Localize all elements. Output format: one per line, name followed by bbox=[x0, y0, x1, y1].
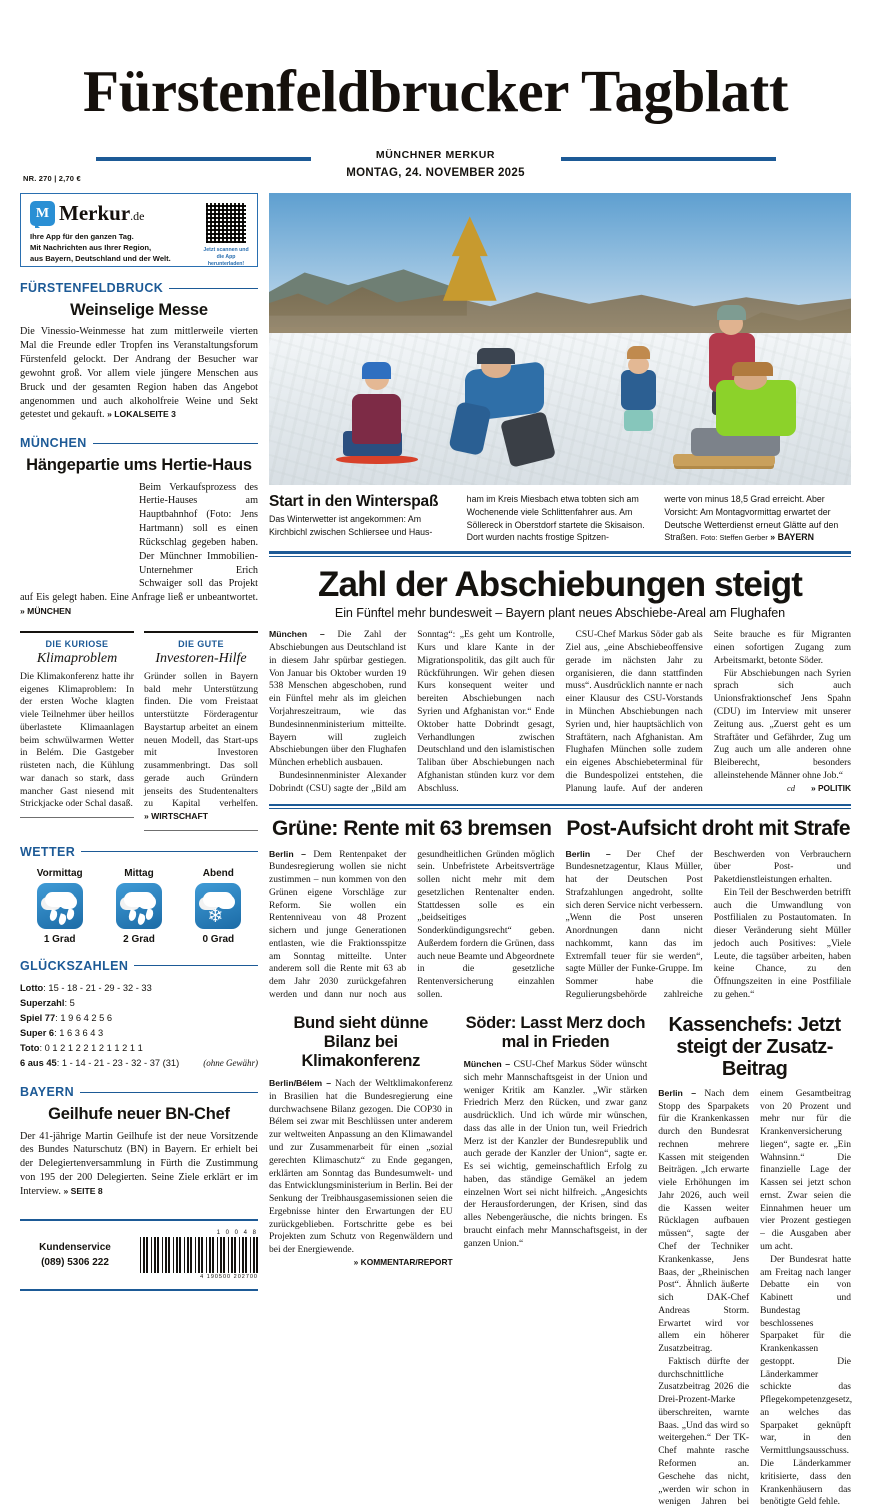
lottery-label: Toto bbox=[20, 1042, 40, 1053]
weather-temp: 2 Grad bbox=[123, 933, 155, 945]
teaser-ref-bn[interactable]: » SEITE 8 bbox=[63, 1185, 103, 1196]
ad-line-3: aus Bayern, Deutschland und der Welt. bbox=[30, 254, 171, 263]
soeder-headline[interactable]: Söder: Lasst Merz doch mal in Frieden bbox=[465, 1013, 646, 1051]
lottery-results: Lotto: 15 - 18 - 21 - 29 - 32 - 33 Superzahl: 5 Spiel 77: 1 9 6 4 2 5 6 Super 6: 1 6 3 6 4 3 Toto: 0 1 2 1 2 2 1 2 1 1 2 1 1 6 aus 45: 1 - 14 - 21 - 23 - 32 - 37 (31) (ohne Gewähr) bbox=[20, 981, 258, 1071]
issue-number: NR. 270 | 2,70 € bbox=[23, 174, 81, 183]
klima-dateline: Berlin/Bélem – bbox=[269, 1078, 332, 1089]
kassen-dateline: Berlin – bbox=[658, 1087, 697, 1098]
weather-slot-mittag bbox=[106, 868, 172, 945]
main-article-ref[interactable]: » POLITIK bbox=[810, 782, 851, 793]
issue-date: MONTAG, 24. NOVEMBER 2025 bbox=[346, 167, 525, 179]
hertie-haus-photo bbox=[20, 482, 132, 578]
lottery-label: Superzahl bbox=[20, 997, 65, 1008]
hero-photo-sledding bbox=[269, 193, 851, 485]
newspaper-title: Fürstenfeldbrucker Tagblatt bbox=[83, 58, 788, 124]
hero-caption-ref[interactable]: » BAYERN bbox=[770, 532, 814, 543]
hero-caption-headline: Start in den Winterspaß bbox=[269, 493, 439, 510]
section-header-bayern bbox=[20, 1085, 258, 1099]
main-paragraph-3: CSU-Chef Markus Söder gab als Ziel aus, „eine Abschiebeoffensive gerade im nächsten Jahr zu organisieren, die dann stattfinden muss“. Ausdrücklich nannte er nach einer Klausur des CSU-Vorstands in München Abschiebungen nach Syrien und, hier hauptsächlich von Straftätern, nach Afghanistan. Am Flughafen München solle zudem ein eigenes Abschiebeterminal für die Bundespolizei entstehen, die Planung laufe. Auf der anderen Seite brauche es für Migranten einen sofortigen Zugang zum Arbeitsmarkt, betonte Söder. bbox=[565, 630, 851, 794]
die-gute bbox=[144, 631, 258, 831]
teaser-headline-weinmesse[interactable]: Weinselige Messe bbox=[70, 301, 208, 319]
divider-below-caption bbox=[269, 551, 851, 554]
rain-cloud-icon bbox=[37, 883, 83, 929]
lottery-label: Super 6 bbox=[20, 1027, 55, 1038]
weather-temp: 0 Grad bbox=[202, 933, 235, 945]
divider-mid-1b bbox=[269, 808, 851, 809]
hero-caption-col-2: ham im Kreis Miesbach etwa tobten sich am Wochenende viele Schlittenfahrer aus. Am Söllereck in Oberstdorf startete die Skisaison. Dort wurden nachts frostige Spitzen- bbox=[466, 494, 645, 543]
main-paragraph-4: Für Abschiebungen nach Syrien sprach sich auch Unionsfraktionschef Jens Spahn (CDU) im Interview mit unserer Zeitung aus. „Zuerst geht es um Straftäter und Gefährder, Zug um Zug auch um alle anderen ohne Bleiberecht, besonders alleinstehende Männer ohne Job.“ » POLITIK cd bbox=[713, 668, 851, 793]
divider-below-caption-thin bbox=[269, 556, 851, 557]
merkur-app-ad[interactable] bbox=[20, 193, 258, 267]
lottery-label: 6 aus 45 bbox=[20, 1057, 57, 1068]
teaser-headline-bn[interactable]: Geilhufe neuer BN-Chef bbox=[48, 1105, 230, 1124]
merkur-logo-icon bbox=[30, 201, 55, 226]
section-kicker: BAYERN bbox=[20, 1085, 75, 1100]
barcode-block bbox=[140, 1230, 258, 1280]
merkur-wordmark: Merkur.de bbox=[59, 201, 145, 225]
klima-headline[interactable]: Bund sieht dünne Bilanz bei Klimakonferenz bbox=[293, 1013, 429, 1071]
left-column bbox=[20, 193, 258, 1509]
gute-body: Gründer sollen in Bayern bald mehr Unterstützung finden. Die vom Freistaat unterstützte Förderagentur Baystartup arbeitet an einem neuen Modell, das Start-ups mit Investoren zusammenbringt. Das soll gerade auch Gründern jenseits des Studentenalters zu Kapital verhelfen. » WIRTSCHAFT bbox=[144, 670, 258, 821]
kuriose-body: Die Klimakonferenz hatte ihr eigenes Klimaproblem: In der ersten Woche klagten viele Teilnehmer über heillos überlastete Klimaanlagen beim schwülwarmen Wetter in Belém. Die Gastgeber rüsteten nach, die Kühlung war danach so stark, dass mancher Gast niesend mit Strickjacke oder Schal dasaß. bbox=[20, 670, 134, 810]
teaser-body-bn: Der 41-jährige Martin Geilhufe ist der neue Vorsitzende des Bundes Naturschutz (BN) in Bayern. Er erhielt bei der Delegiertenversammlung in Fürth die Zustimmung von 195 der 200 Delegierten. Seine Ziele erklärt er im Interview. » SEITE 8 bbox=[20, 1130, 258, 1197]
barcode-digits: 4 190500 202700 bbox=[200, 1273, 258, 1280]
teaser-ref-hertie[interactable]: » MÜNCHEN bbox=[20, 605, 72, 616]
weather-temp: 1 Grad bbox=[43, 933, 76, 945]
teaser-body-hertie: Beim Verkaufsprozess des Hertie-Hauses am Hauptbahnhof (Foto: Jens Hartmann) soll es einen Rückschlag gegeben haben. Der Münchner Immobilien-Unternehmer Erich Schwaiger soll das Projekt auf Eis gelegt haben. Eine Anfrage ließ er unbeantwortet. » MÜNCHEN bbox=[20, 481, 258, 616]
two-column-stories bbox=[269, 818, 851, 1001]
kuriose-title: Klimaproblem bbox=[36, 650, 118, 666]
section-rule bbox=[80, 1092, 258, 1093]
qr-code-icon[interactable] bbox=[204, 201, 248, 245]
lottery-value: 15 - 18 - 21 - 29 - 32 - 33 bbox=[48, 982, 152, 993]
divider-mid-1 bbox=[269, 804, 851, 806]
right-column bbox=[258, 193, 851, 1509]
weather-label: Mittag bbox=[124, 867, 154, 879]
gute-kicker: DIE GUTE bbox=[178, 638, 224, 649]
gute-title: Investoren-Hilfe bbox=[155, 650, 247, 666]
hero-caption-col-1: Das Winterwetter ist angekommen: Am Kirchbichl zwischen Schliersee und Haus- bbox=[269, 514, 433, 537]
masthead bbox=[20, 0, 851, 183]
main-author-credit: cd bbox=[786, 782, 795, 793]
section-header-muenchen bbox=[20, 436, 258, 450]
post-dateline: Berlin – bbox=[565, 848, 611, 859]
network-name: MÜNCHNER MERKUR bbox=[375, 149, 496, 161]
section-kicker: GLÜCKSZAHLEN bbox=[20, 958, 129, 973]
customer-service bbox=[20, 1240, 130, 1270]
teaser-ref-weinmesse[interactable]: » LOKALSEITE 3 bbox=[107, 409, 176, 420]
hero-photo-credit: Foto: Steffen Gerber bbox=[700, 533, 768, 543]
lottery-disclaimer: (ohne Gewähr) bbox=[203, 1057, 258, 1068]
story-klimakonferenz bbox=[269, 1014, 453, 1509]
lottery-value: 5 bbox=[69, 997, 75, 1008]
die-kuriose bbox=[20, 631, 134, 831]
gruene-dateline: Berlin – bbox=[269, 848, 306, 859]
story-kassenchefs bbox=[658, 1014, 851, 1509]
story-post bbox=[566, 818, 852, 1001]
section-rule bbox=[81, 851, 258, 852]
weather-widget bbox=[20, 868, 258, 945]
main-subheadline: Ein Fünftel mehr bundesweit – Bayern plant neues Abschiebe-Areal am Flughafen bbox=[334, 606, 786, 621]
lottery-value: 1 9 6 4 2 5 6 bbox=[60, 1012, 113, 1023]
hero-caption bbox=[269, 493, 851, 544]
masthead-rule-right bbox=[561, 157, 776, 161]
section-header-wetter bbox=[20, 845, 258, 859]
qr-caption: Jetzt scannen und die App herunterladen! bbox=[203, 247, 249, 268]
weather-slot-vormittag bbox=[27, 868, 93, 945]
post-body: Berlin – Der Chef der Bundesnetzagentur, Klaus Müller, hat der Deutschen Post Strafzahlungen angedroht, sollte sich deren Service nicht verbessern. „Wenn die Post unseren Anordnungen dann nicht nachkommt, kann das im Extremfall teuer für sie werden“, sagte Müller der Funke-Gruppe. Im Sommer habe die Regulierungsbehörde zahlreiche Beschwerden von Verbrauchern über Post- und Paketdienstleistungen erhalten. Ein Teil der Beschwerden betrifft auch die Umwandlung von Postfilialen zu Postautomaten. In dieser Veränderung sieht Müller jedoch auch Positives: „Viele Leute, die tagsüber arbeiten, haben keine Chance, zu den Öffnungszeiten in eine Postfiliale zu gehen.“ bbox=[565, 848, 851, 1001]
kassen-paragraph-3: Der Bundesrat hatte am Freitag nach langer Debatte ein von Kabinett und Bundestag beschlossenes Sparpaket für die Krankenkassen gestoppt. Die Länderkammer schickte das Pflegekompetenzgesetz, an welches das Sparpaket geknüpft war, in den Vermittlungsausschuss. Die Länderkammer kritisierte, dass den Krankenhäusern das benötigte Geld fehle. bbox=[760, 1254, 853, 1508]
ad-line-2: Mit Nachrichten aus Ihrer Region, bbox=[30, 243, 152, 252]
section-kicker: FÜRSTENFELDBRUCK bbox=[20, 281, 164, 295]
soeder-body: München – CSU-Chef Markus Söder wünscht sich mehr Mannschaftsgeist in der Union und weniger Kritik am Kanzler. „Wir stärken Friedrich Merz den Rücken, und zwar ganz ausdrücklich. Und ich würde mir wünschen, dass das alle in der Union tun, weil Friedrich Merz ist der Kanzler der Bundesrepublik und auch gerade der Kanzler der Union“, sagte er. Es sei wichtig, gemeinschaftlich Erfolg zu haben, das ständige Gemäkel an jedem einzelnen Wort sei nicht hilfreich. „Angesichts der Herausforderungen, der Krisen, sind das alles Nebengeräusche, die nichts bringen. Es braucht einfach mehr Mannschaftsgeist, in der ganzen Union.“ bbox=[463, 1059, 648, 1249]
post-paragraph-2: Ein Teil der Beschwerden betrifft auch die Umwandlung von Postfilialen zu Postautomaten. In dieser Veränderung sieht Müller jedoch auch Positives: „Viele Leute, die tagsüber arbeiten, haben keine Chance, zu den Öffnungszeiten in eine Postfiliale zu gehen.“ bbox=[713, 887, 851, 1001]
story-gruene bbox=[269, 818, 555, 1001]
lottery-label: Spiel 77 bbox=[20, 1012, 56, 1023]
hero-caption-col-3: werte von minus 18,5 Grad erreicht. Aber Vorsicht: Am Montagvormittag erwartet der Deutsche Wetterdienst erneut Glätte auf den Straßen. Foto: Steffen Gerber » BAYERN bbox=[664, 494, 839, 543]
kassen-body: Berlin – Nach dem Stopp des Sparpakets für die Krankenkassen durch den Bundesrat rechnen mehrere Kassen mit steigenden Beiträgen. „Ich erwarte viele Erhöhungen im Jahr 2026, auch weil die Kassen weiter Rücklagen aufbauen müssen“, sagte der Chef der Techniker Krankenkasse, Jens Baas, der „Rheinischen Post“. Ähnlich äußerte sich DAK-Chef Andreas Storm. Erwartet wird vor allem ein höherer Zusatzbeitrag. Faktisch dürfte der durchschnittliche Zusatzbeitrag 2026 die Drei-Prozent-Marke überschreiten, warnte Baas. „Und das wird so weitergehen.“ Der TK-Chef mahnte rasche Reformen an. Geschehe das nicht, „werden wir schon in wenigen Jahren bei einem Gesamtbeitrag von 20 Prozent und mehr nur für die Krankenversicherung liegen“, sagte er. „Ein Wahnsinn.“ Die finanzielle Lage der Kassen sei jetzt schon ernst. Zwar seien die Einnahmen heuer um vier Prozent gestiegen – die Ausgaben aber um acht. Der Bundesrat hatte am Freitag nach langer Debatte ein von Kabinett und Bundestag beschlossenes Sparpaket für die Krankenkassen gestoppt. Die Länderkammer schickte das Pflegekompetenzgesetz, an welches das Sparpaket geknüpft war, in den Vermittlungsausschuss. Die Länderkammer kritisierte, dass den Krankenhäusern das benötigte Geld fehle. bbox=[658, 1087, 853, 1508]
teaser-body-weinmesse: Die Vinessio-Weinmesse hat zum mittlerweile vierten Mal die Freunde edler Tropfen ins Veranstaltungsforum Fürstenfeld gelockt. Der Andrang der Besucher war gewohnt groß. Vor allem viele jüngere Menschen aus Bruck und der gesamten Region haben das Angebot angenommen und auch alkoholfreie Weine und Sekt getestet und gekauft. » LOKALSEITE 3 bbox=[20, 326, 258, 421]
weather-label: Vormittag bbox=[36, 867, 83, 879]
page-grid bbox=[20, 193, 851, 1509]
masthead-rule-left bbox=[96, 157, 311, 161]
klima-body: Berlin/Bélem – Nach der Weltklimakonferenz in Brasilien hat die Bundesregierung eine durchwachsene Bilanz gezogen. Die COP30 in Bélem sei zwar mit Beschlüssen unter anderem zur weltweiten Anpassung an den Klimawandel und zur Zusammenarbeit für einen „sozial gerechten Klimaschutz“ zu Ende gegangen, erklärten am Sonntag das Bundesumwelt- und das Entwicklungsministerium in Berlin. Bei der Senkung der Treibhausgasemissionen seien die Ergebnisse hinter den Erwartungen der EU zurückgeblieben. Fortschritte gebe es bei Projekten zum Schutz von Regenwäldern und bei der Energiewende. » KOMMENTAR/REPORT bbox=[269, 1078, 453, 1267]
lottery-value: 1 - 14 - 21 - 23 - 32 - 37 (31) bbox=[61, 1057, 180, 1068]
post-headline[interactable]: Post-Aufsicht droht mit Strafe bbox=[566, 817, 851, 841]
customer-service-label: Kundenservice bbox=[39, 1241, 111, 1253]
rain-cloud-icon bbox=[116, 883, 162, 929]
section-kicker: WETTER bbox=[20, 844, 76, 859]
ad-line-1: Ihre App für den ganzen Tag. bbox=[30, 232, 134, 241]
teaser-headline-hertie[interactable]: Hängepartie ums Hertie-Haus bbox=[26, 456, 252, 475]
kuriose-gute-block bbox=[20, 631, 258, 831]
gruene-headline[interactable]: Grüne: Rente mit 63 bremsen bbox=[272, 817, 552, 841]
page-footer bbox=[20, 1219, 258, 1291]
section-header-fuerstenfeldbruck bbox=[20, 281, 258, 295]
kassen-paragraph-2: Faktisch dürfte der durchschnittliche Zusatzbeitrag 2026 die Drei-Prozent-Marke überschreiten, warnte Baas. „Und das wird so weitergehen.“ Der TK-Chef mahnte rasche Reformen an. Geschehe das nicht, „werden wir schon in wenigen Jahren bei einem Gesamtbeitrag von 20 Prozent und mehr nur für die Krankenversicherung liegen“, sagte er. „Ein Wahnsinn.“ Die finanzielle Lage der Kassen sei jetzt schon ernst. Zwar seien die Einnahmen heuer um vier Prozent gestiegen – die Ausgaben aber um acht. bbox=[658, 1088, 851, 1508]
snow-cloud-icon: ❄ bbox=[195, 883, 241, 929]
klima-ref[interactable]: » KOMMENTAR/REPORT bbox=[353, 1256, 453, 1267]
weather-label: Abend bbox=[202, 867, 234, 879]
gruene-body: Berlin – Dem Rentenpaket der Bundesregierung wollen sie nicht zustimmen – nun kommen von den Grünen eigene Vorschläge zur Reform. Sie wollen ein Rentenniveau von 48 Prozent sichern und junge Generationen entlasten, wie die Fraktionsspitze am Sonntag mitteilte. Unter anderem soll die Rente mit 63 ab dem Jahr 2030 zurückgefahren werden und dann nur noch aus gesundheitlichen Gründen möglich sein. Unbefristete Arbeitsverträge sollen nicht mehr mit dem gesetzlichen Rentenalter enden. Stattdessen solle es ein „beidseitiges Sonderkündigungsrecht“ geben. Außerdem fordern die Grünen, dass auch neue Beamte und Abgeordnete in die gesetzliche Rentenversicherung einzahlen sollen. bbox=[269, 848, 555, 1001]
section-rule bbox=[134, 965, 258, 966]
kuriose-kicker: DIE KURIOSE bbox=[45, 638, 109, 649]
kassen-headline[interactable]: Kassenchefs: Jetzt steigt der Zusatz-Beitrag bbox=[668, 1013, 841, 1080]
main-headline[interactable]: Zahl der Abschiebungen steigt bbox=[317, 565, 803, 604]
lottery-value: 1 6 3 6 4 3 bbox=[59, 1027, 104, 1038]
main-dateline: München – bbox=[269, 629, 325, 640]
three-column-stories bbox=[269, 1014, 851, 1509]
main-paragraph-2: Bundesinnenminister Alexander Dobrindt (CSU) sagte der „Bild am Sonntag“: „Es geht um Kontrolle, Kurs und klare Kante in der Migrationspolitik, das gilt auch für Rückführungen. Wir gehen diesen Kurs konsequent weiter und bereiten Abschiebungen nach Syrien und Afghanistan vor.“ Ende Oktober hatte Dobrindt gesagt, Verhandlungen zwischen Deutschland und den islamistischen Taliban über Abschiebungen nach Afghanistan stünden kurz vor dem Abschluss. bbox=[269, 630, 555, 794]
section-rule bbox=[169, 288, 258, 289]
barcode-number: 1 0 0 4 8 bbox=[216, 1229, 258, 1236]
main-article-body: München – Die Zahl der Abschiebungen aus Deutschland ist in diesem Jahr spürbar gestiegen. Von Januar bis Oktober wurden 19 538 Menschen abgeschoben, rund ein Fünftel mehr als im gleichen Vorjahreszeitraum, wie das Bundesinnenministerium mitteilte. Bayern will zugleich Abschiebungen über den Flughafen München erheblich ausbauen. Bundesinnenminister Alexander Dobrindt (CSU) sagte der „Bild am Sonntag“: „Es geht um Kontrolle, Kurs und klare Kante in der Migrationspolitik, das gilt auch für Rückführungen. Wir gehen diesen Kurs konsequent weiter und bereiten Abschiebungen nach Syrien und Afghanistan vor.“ Ende Oktober hatte Dobrindt gesagt, Verhandlungen zwischen Deutschland und den islamistischen Taliban über Abschiebungen nach Afghanistan stünden kurz vor dem Abschluss. CSU-Chef Markus Söder gab als Ziel aus, „eine Abschiebeoffensive gerade im nächsten Jahr zu organisieren, die dann stattfinden muss“. Ausdrücklich nannte er nach einer Klausur des CSU-Vorstands in München Abschiebungen nach Syrien und, hier hauptsächlich von Straftätern, nach Afghanistan. Am Flughafen München solle zudem ein eigenes Abschiebeterminal für die Bundespolizei entstehen, die Planung laufe. Auf der anderen Seite brauche es für Migranten einen sofortigen Zugang zum Arbeitsmarkt, betonte Söder. Für Abschiebungen nach Syrien sprach sich auch Unionsfraktionschef Jens Spahn (CDU) im Interview mit unserer Zeitung aus. „Zuerst geht es um Straftäter und Gefährder, Zug um Zug auch um alle anderen ohne Bleiberecht, besonders alleinstehende Männer ohne Job.“ » POLITIK cd bbox=[269, 629, 851, 794]
section-kicker: MÜNCHEN bbox=[20, 436, 87, 451]
gute-ref[interactable]: » WIRTSCHAFT bbox=[144, 811, 208, 821]
section-header-glueckszahlen bbox=[20, 959, 258, 973]
barcode-icon bbox=[140, 1237, 258, 1273]
masthead-rule bbox=[20, 145, 851, 183]
section-rule bbox=[93, 443, 258, 444]
story-soeder bbox=[464, 1014, 648, 1509]
weather-slot-abend bbox=[185, 868, 251, 945]
lottery-value: 0 1 2 1 2 2 1 2 1 1 2 1 1 bbox=[44, 1042, 143, 1053]
soeder-dateline: München – bbox=[463, 1059, 511, 1070]
customer-service-phone: (089) 5306 222 bbox=[41, 1256, 109, 1268]
lottery-label: Lotto bbox=[20, 982, 44, 993]
